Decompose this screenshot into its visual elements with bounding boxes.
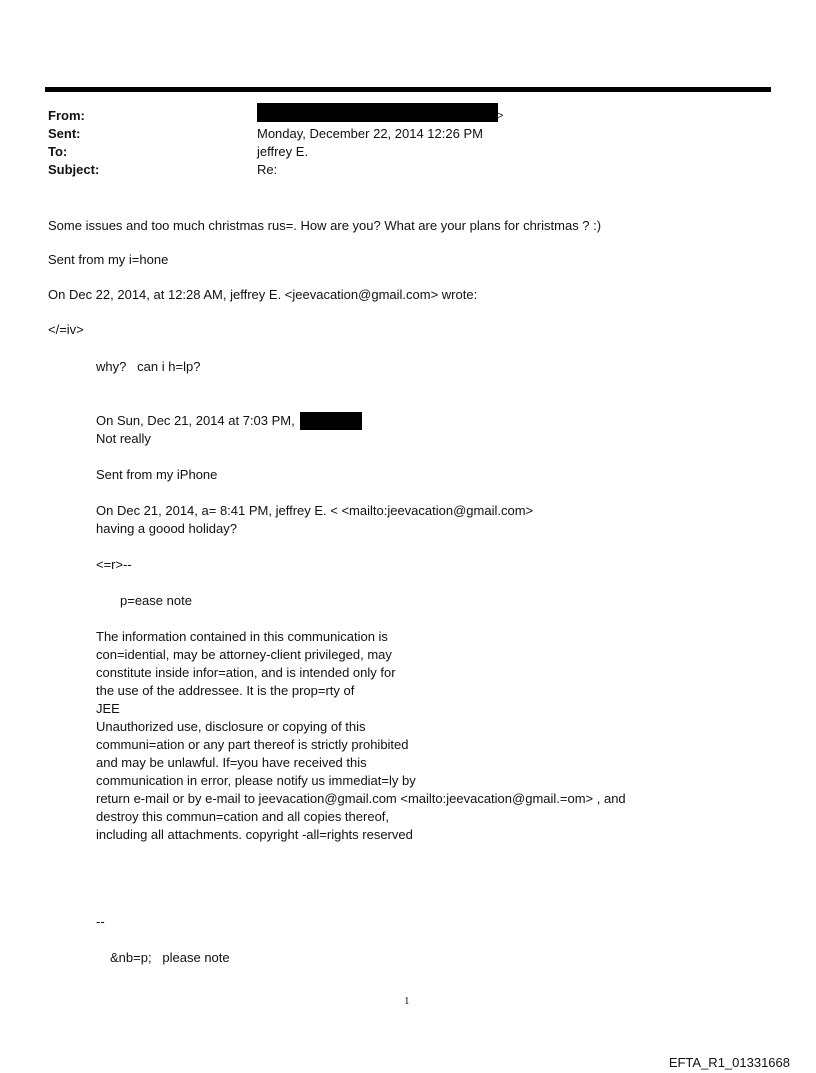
- quote-2-signature: Sent from my iPhone: [96, 467, 218, 482]
- quote-2-text: Not really: [96, 431, 151, 446]
- disclaimer-line: con=idential, may be attorney-client privileged, may: [96, 647, 392, 662]
- disclaimer-line: constitute inside infor=ation, and is intended only for: [96, 665, 396, 680]
- disclaimer-line: destroy this commun=cation and all copies thereof,: [96, 809, 390, 824]
- quote-3-text: having a goood holiday?: [96, 521, 237, 536]
- nbsp-note: &nb=p; please note: [110, 950, 230, 965]
- bates-number: EFTA_R1_01331668: [668, 1055, 790, 1070]
- disclaimer-line: and may be unlawful. If=you have received this: [96, 755, 367, 770]
- quote-2-header: On Sun, Dec 21, 2014 at 7:03 PM,: [96, 413, 295, 428]
- disclaimer-line: the use of the addressee. It is the prop=rty of: [96, 683, 355, 698]
- disclaimer-line: including all attachments. copyright -all=rights reserved: [96, 827, 413, 842]
- from-value-tail: >: [497, 110, 504, 122]
- from-label: From:: [48, 108, 85, 123]
- disclaimer-line: The information contained in this communication is: [96, 629, 388, 644]
- redacted-name: [300, 412, 362, 430]
- to-value: jeffrey E.: [257, 144, 309, 159]
- page-number: 1: [404, 995, 410, 1007]
- reply-text: Some issues and too much christmas rus=. How are you? What are your plans for christmas ? :): [48, 218, 602, 233]
- disclaimer-line: return e-mail or by e-mail to jeevacation@gmail.com <mailto:jeevacation@gmail.=om> , and: [96, 791, 626, 806]
- disclaimer-line: JEE: [96, 701, 120, 716]
- quote-3-header: On Dec 21, 2014, a= 8:41 PM, jeffrey E. < <mailto:jeevacation@gmail.com>: [96, 503, 534, 518]
- redacted-sender: [257, 103, 498, 122]
- to-label: To:: [48, 144, 68, 159]
- sent-value: Monday, December 22, 2014 12:26 PM: [257, 126, 483, 141]
- sent-label: Sent:: [48, 126, 81, 141]
- disclaimer-line: communi=ation or any part thereof is strictly prohibited: [96, 737, 409, 752]
- reply-signature: Sent from my i=hone: [48, 252, 169, 267]
- quote-header: On Dec 22, 2014, at 12:28 AM, jeffrey E. <jeevacation@gmail.com> wrote:: [48, 287, 478, 302]
- subject-value: Re:: [257, 162, 278, 177]
- please-note: p=ease note: [120, 593, 192, 608]
- dashes: --: [96, 914, 105, 929]
- disclaimer-line: Unauthorized use, disclosure or copying of this: [96, 719, 366, 734]
- header-rule: [45, 87, 771, 92]
- subject-label: Subject:: [48, 162, 100, 177]
- quote-1: why? can i h=lp?: [96, 359, 201, 374]
- disclaimer-line: communication in error, please notify us immediat=ly by: [96, 773, 416, 788]
- div-tag: </=iv>: [48, 322, 84, 337]
- br-tag: <=r>--: [96, 557, 132, 572]
